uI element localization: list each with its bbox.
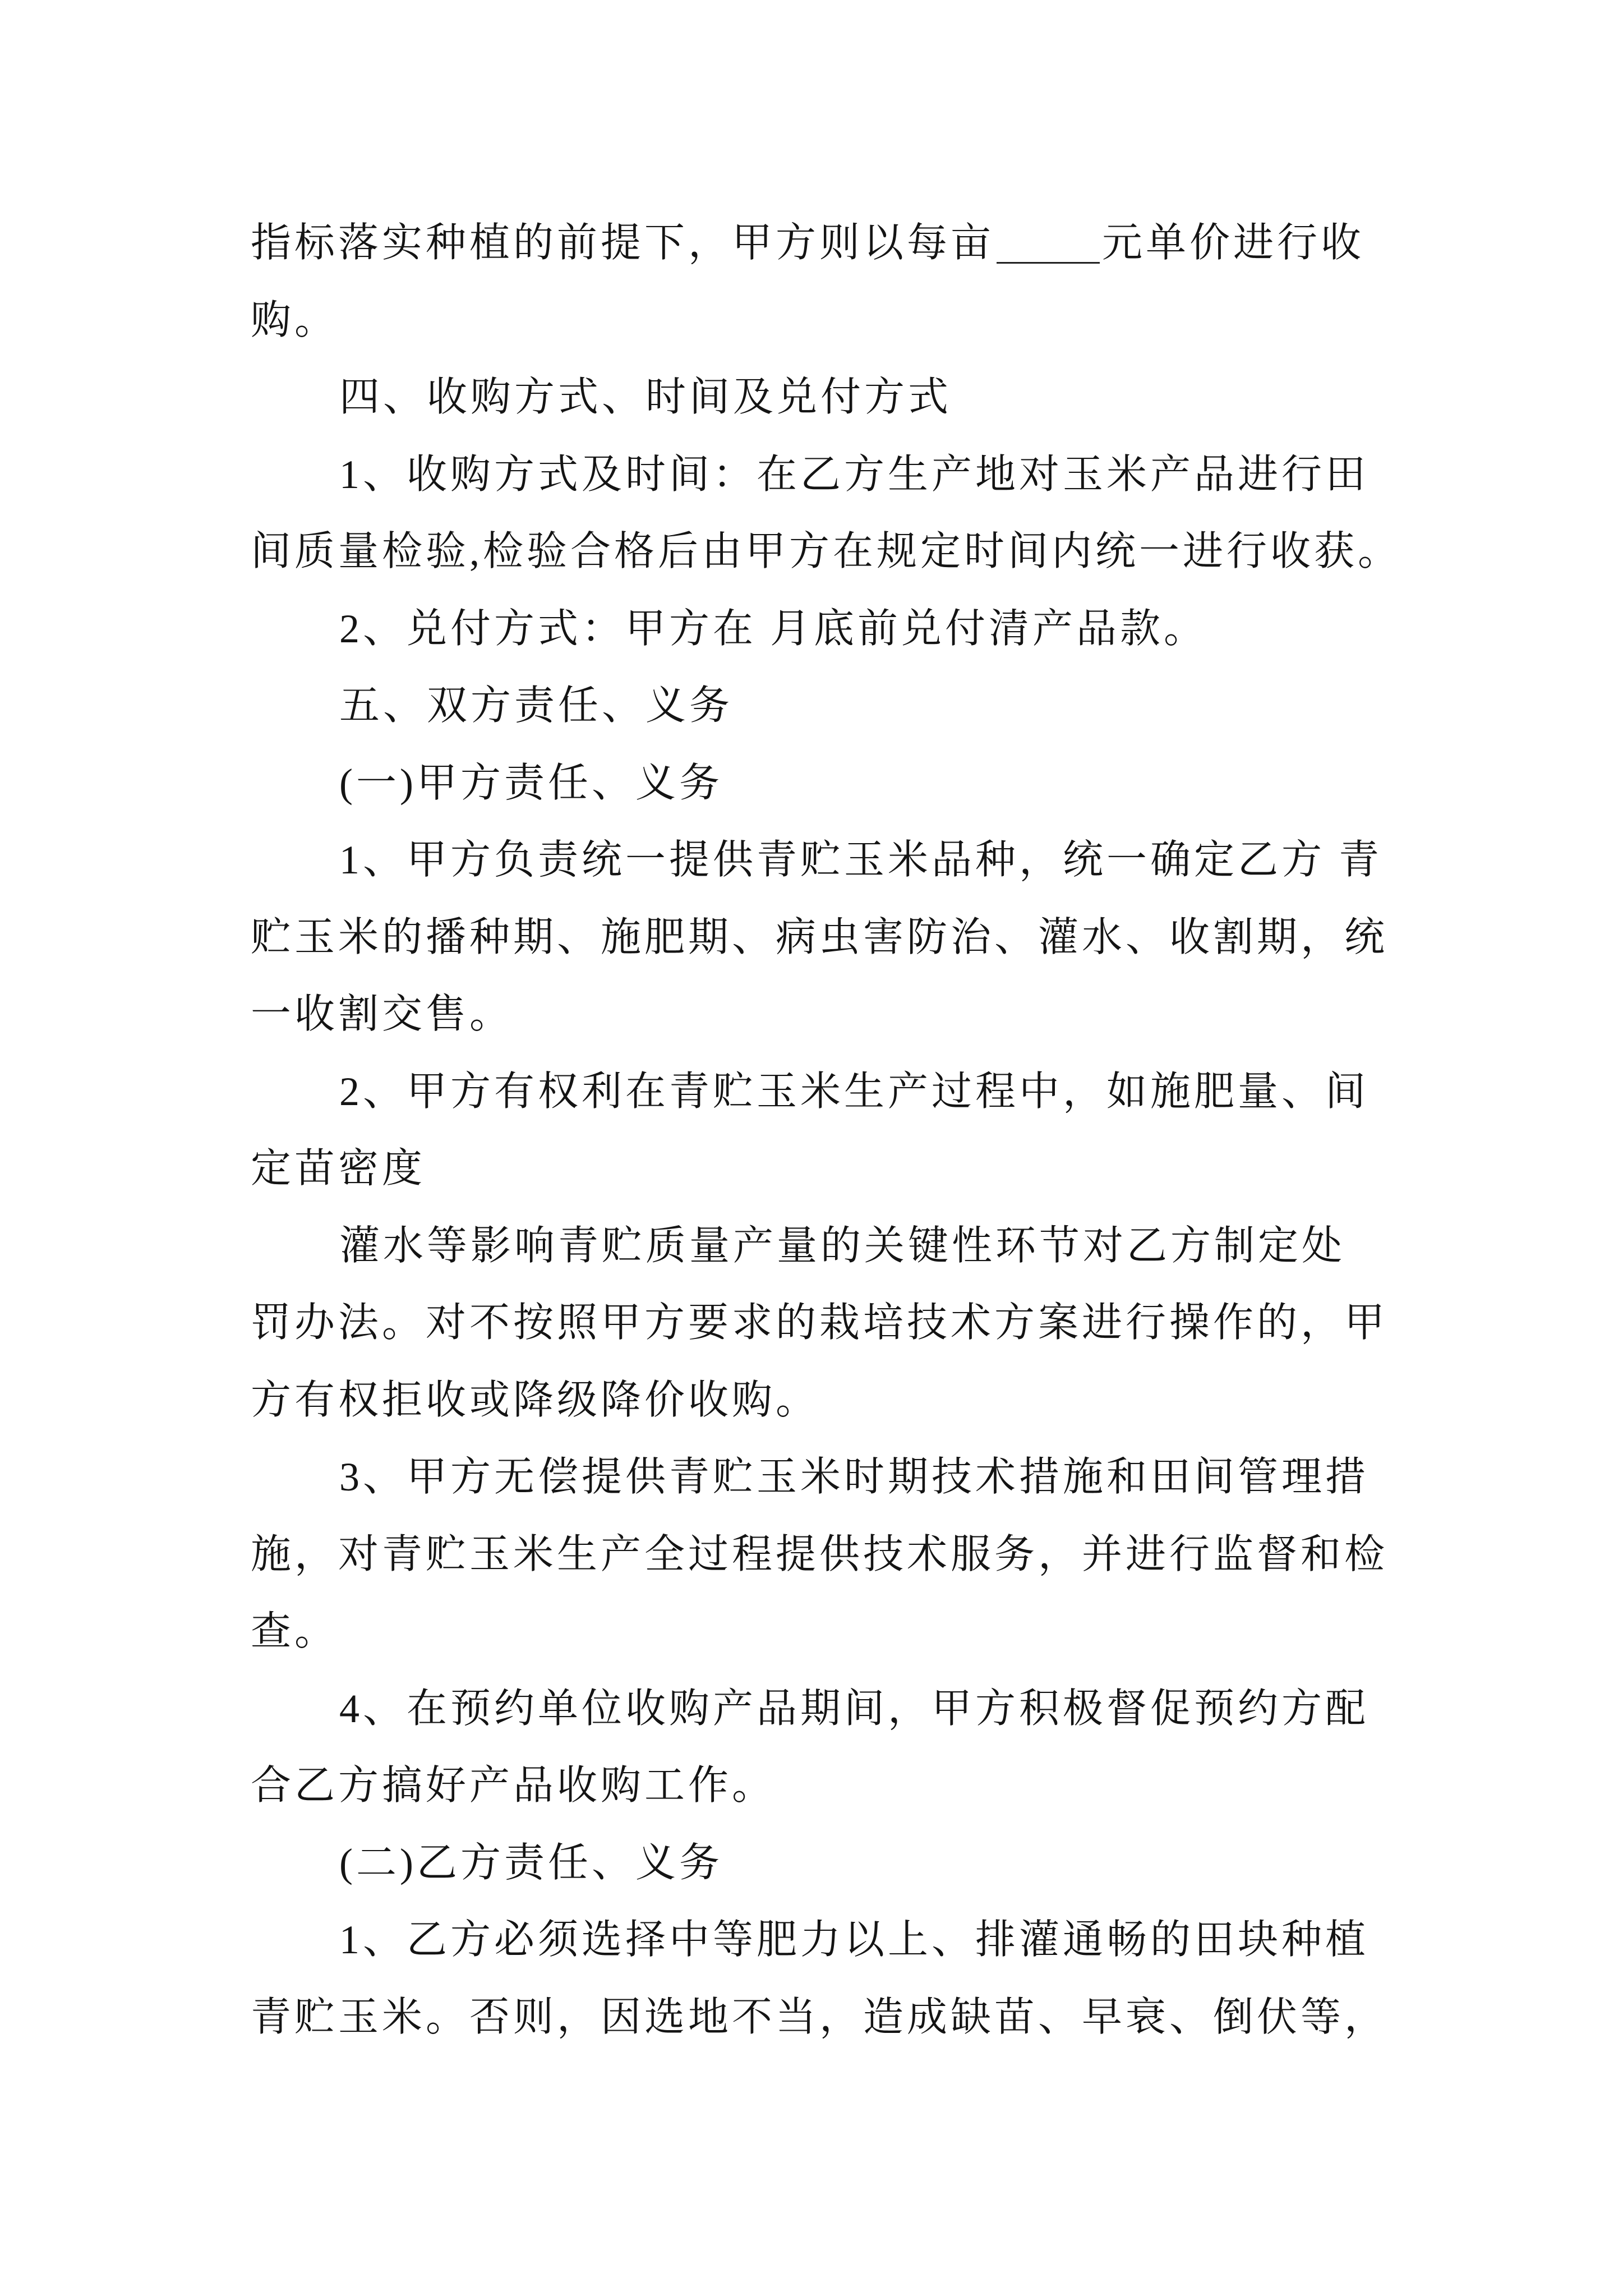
document-page [251,205,1456,2056]
text-line: 贮玉米的播种期、施肥期、病虫害防治、灌水、收割期，统 [251,914,1389,960]
paragraph [251,822,1456,1053]
text-line: 罚办法。对不按照甲方要求的栽培技术方案进行操作的，甲 [251,1300,1389,1345]
text-line: 四、收购方式、时间及兑付方式 [339,375,952,420]
text-line: 2、甲方有权利在青贮玉米生产过程中，如施肥量、间 [339,1069,1370,1114]
text-line: 方有权拒收或降级降价收购。 [251,1377,820,1423]
paragraph [251,1902,1456,2056]
text-line: 1、甲方负责统一提供青贮玉米品种，统一确定乙方 青 [339,838,1383,882]
text-line: 施，对青贮玉米生产全过程提供技术服务，并进行监督和检 [251,1531,1389,1577]
text-line: 2、兑付方式：甲方在 月底前兑付清产品款。 [339,606,1208,651]
text-line: (二)乙方责任、义务 [339,1840,723,1885]
paragraph [251,1439,1456,1671]
subsection-heading [251,1825,1456,1902]
text-line: 灌水等影响青贮质量产量的关键性环节对乙方制定处 [339,1223,1346,1268]
text-line: 合乙方搞好产品收购工作。 [251,1763,776,1808]
paragraph [251,1208,1456,1439]
text-line [251,205,1456,282]
text-line: 4、在预约单位收购产品期间，甲方积极督促预约方配 [339,1686,1370,1731]
text-line: 1、乙方必须选择中等肥力以上、排灌通畅的田块种植 [339,1917,1370,1962]
text-line: 3、甲方无偿提供青贮玉米时期技术措施和田间管理措 [339,1455,1370,1499]
text-segment: 元单价进行收 [1102,220,1365,265]
paragraph [251,591,1456,668]
text-line: 定苗密度 [251,1146,426,1191]
paragraph [251,1671,1456,1825]
text-line: 购。 [251,297,339,343]
text-line: 查。 [251,1609,339,1654]
text-line: 青贮玉米。否则，因选地不当，造成缺苗、早衰、倒伏等， [251,1994,1389,2040]
text-line: 间质量检验,检验合格后由甲方在规定时间内统一进行收获。 [251,529,1402,574]
text-line: 一收割交售。 [251,992,514,1037]
text-segment: 指标落实种植的前提下，甲方则以每亩 [251,220,995,265]
paragraph [251,436,1456,591]
text-line: 五、双方责任、义务 [339,683,734,728]
text-line: 1、收购方式及时间：在乙方生产地对玉米产品进行田 [339,452,1370,497]
fill-in-blank [994,205,1102,282]
paragraph-continued [251,205,1456,359]
section-heading [251,359,1456,436]
paragraph [251,1053,1456,1208]
subsection-heading [251,745,1456,822]
text-line: (一)甲方责任、义务 [339,760,723,806]
section-heading [251,668,1456,745]
